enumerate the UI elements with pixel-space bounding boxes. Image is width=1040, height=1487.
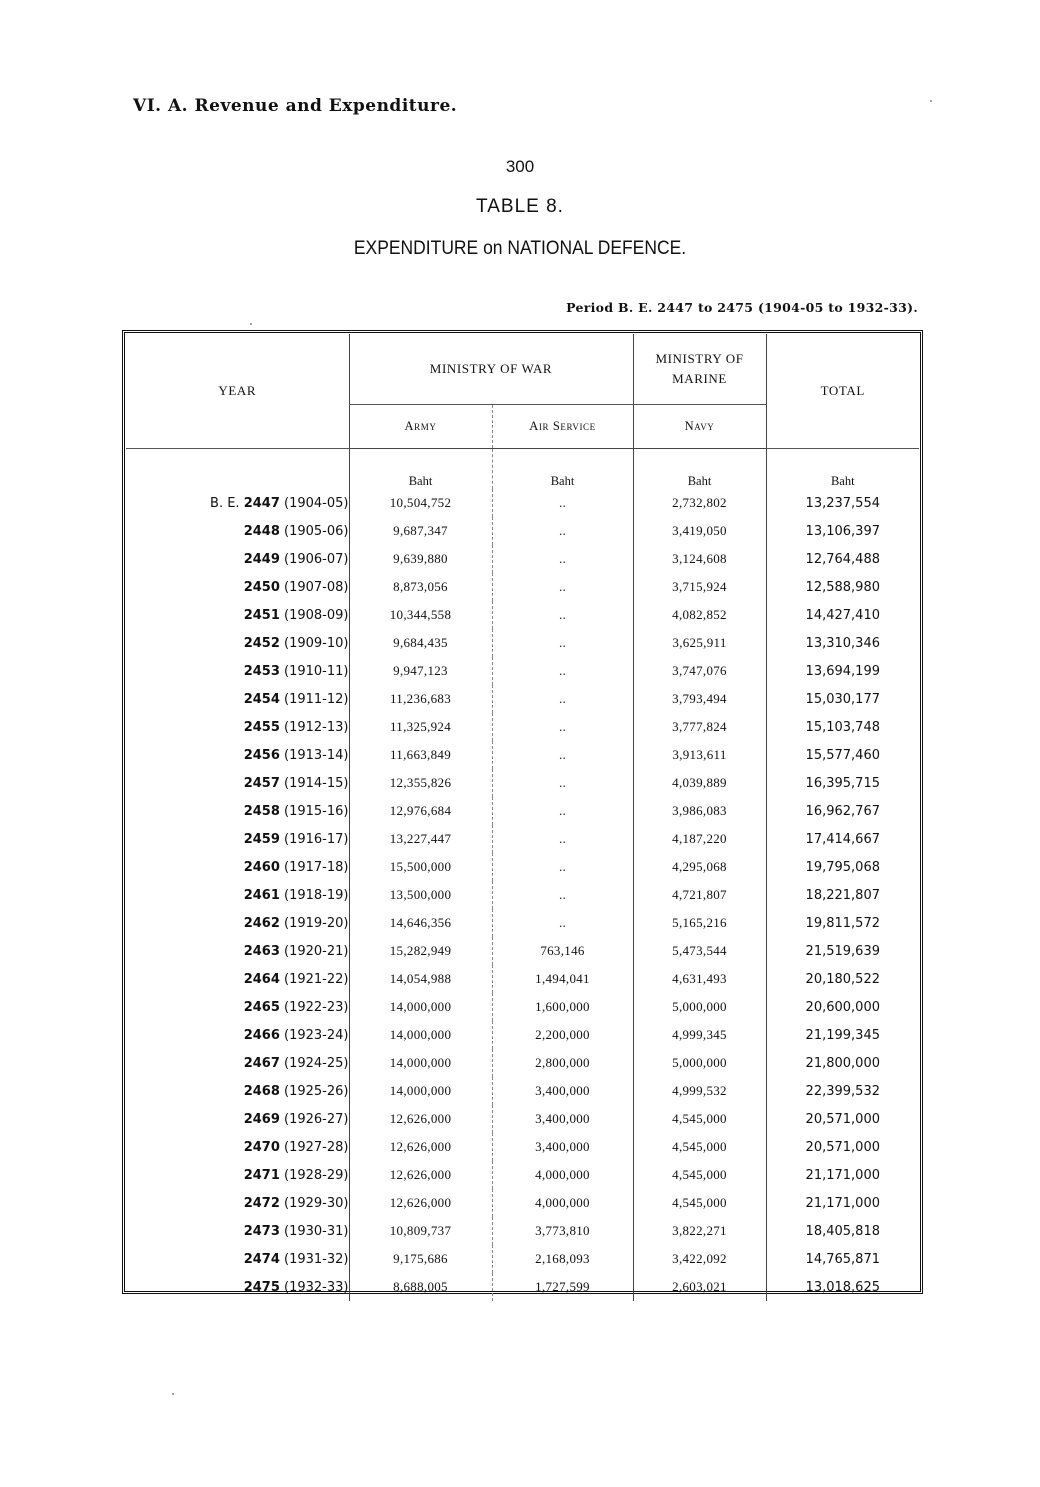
table-row — [126, 881, 919, 909]
christian-era-year: (1919-20) — [284, 915, 349, 931]
table-row — [126, 1189, 919, 1217]
unit-row — [126, 449, 919, 490]
table-row — [126, 993, 919, 1021]
air-service-cell: .. — [492, 909, 633, 937]
year-cell — [126, 1049, 349, 1077]
christian-era-year: (1931-32) — [284, 1251, 349, 1267]
army-cell: 8,688,005 — [349, 1273, 492, 1301]
buddhist-era-year: 2457 — [243, 775, 280, 791]
year-cell — [126, 657, 349, 685]
army-cell: 9,175,686 — [349, 1245, 492, 1273]
year-cell — [126, 741, 349, 769]
year-cell — [126, 825, 349, 853]
air-service-cell: 3,400,000 — [492, 1133, 633, 1161]
total-cell: 18,405,818 — [766, 1217, 919, 1245]
air-service-cell: .. — [492, 657, 633, 685]
navy-cell: 3,422,092 — [633, 1245, 766, 1273]
buddhist-era-year: 2456 — [243, 747, 280, 763]
navy-cell: 5,000,000 — [633, 993, 766, 1021]
table-row — [126, 909, 919, 937]
army-cell: 10,504,752 — [349, 489, 492, 517]
speck — [250, 323, 252, 325]
year-cell — [126, 545, 349, 573]
navy-cell: 2,603,021 — [633, 1273, 766, 1301]
total-cell: 14,765,871 — [766, 1245, 919, 1273]
total-cell: 15,577,460 — [766, 741, 919, 769]
christian-era-year: (1921-22) — [284, 971, 349, 987]
navy-cell: 3,419,050 — [633, 517, 766, 545]
air-service-cell: .. — [492, 601, 633, 629]
navy-cell: 4,999,532 — [633, 1077, 766, 1105]
total-cell: 21,171,000 — [766, 1161, 919, 1189]
air-service-cell: .. — [492, 713, 633, 741]
total-cell: 21,171,000 — [766, 1189, 919, 1217]
total-cell: 13,237,554 — [766, 489, 919, 517]
air-service-cell: 2,800,000 — [492, 1049, 633, 1077]
army-cell: 14,000,000 — [349, 1049, 492, 1077]
air-service-cell: 4,000,000 — [492, 1189, 633, 1217]
total-cell: 12,764,488 — [766, 545, 919, 573]
air-service-cell: 1,600,000 — [492, 993, 633, 1021]
air-service-cell: .. — [492, 629, 633, 657]
air-service-cell: .. — [492, 545, 633, 573]
period-caption: Period B. E. 2447 to 2475 (1904-05 to 1932-33). — [566, 300, 918, 315]
header-year: YEAR — [126, 334, 349, 449]
total-cell: 15,103,748 — [766, 713, 919, 741]
total-cell: 20,600,000 — [766, 993, 919, 1021]
table-row — [126, 601, 919, 629]
year-cell — [126, 881, 349, 909]
air-service-cell: 1,727,599 — [492, 1273, 633, 1301]
header-air-service: Air Service — [492, 405, 633, 449]
header-army: Army — [349, 405, 492, 449]
total-cell: 16,962,767 — [766, 797, 919, 825]
army-cell: 11,236,683 — [349, 685, 492, 713]
year-cell — [126, 1189, 349, 1217]
army-cell: 9,687,347 — [349, 517, 492, 545]
army-cell: 12,626,000 — [349, 1133, 492, 1161]
section-heading: VI. A. Revenue and Expenditure. — [133, 96, 458, 116]
navy-cell: 4,545,000 — [633, 1133, 766, 1161]
navy-cell: 4,295,068 — [633, 853, 766, 881]
army-cell: 14,000,000 — [349, 1021, 492, 1049]
navy-cell: 4,545,000 — [633, 1105, 766, 1133]
year-prefix: B. E. — [210, 495, 244, 511]
buddhist-era-year: 2460 — [243, 859, 280, 875]
year-cell — [126, 1245, 349, 1273]
christian-era-year: (1932-33) — [284, 1279, 349, 1295]
christian-era-year: (1924-25) — [284, 1055, 349, 1071]
total-cell: 13,310,346 — [766, 629, 919, 657]
year-cell — [126, 713, 349, 741]
total-cell: 20,571,000 — [766, 1105, 919, 1133]
table-body — [126, 449, 919, 1302]
total-cell: 16,395,715 — [766, 769, 919, 797]
table-row — [126, 741, 919, 769]
buddhist-era-year: 2462 — [243, 915, 280, 931]
header-total: TOTAL — [766, 334, 919, 449]
total-cell: 21,199,345 — [766, 1021, 919, 1049]
table-row — [126, 853, 919, 881]
christian-era-year: (1930-31) — [284, 1223, 349, 1239]
total-cell: 17,414,667 — [766, 825, 919, 853]
buddhist-era-year: 2472 — [243, 1195, 280, 1211]
table-row — [126, 685, 919, 713]
navy-cell: 3,747,076 — [633, 657, 766, 685]
year-cell — [126, 685, 349, 713]
christian-era-year: (1929-30) — [284, 1195, 349, 1211]
christian-era-year: (1909-10) — [284, 635, 349, 651]
total-cell: 19,811,572 — [766, 909, 919, 937]
total-cell: 21,519,639 — [766, 937, 919, 965]
army-cell: 15,500,000 — [349, 853, 492, 881]
army-cell: 12,976,684 — [349, 797, 492, 825]
total-cell: 15,030,177 — [766, 685, 919, 713]
army-cell: 10,809,737 — [349, 1217, 492, 1245]
buddhist-era-year: 2475 — [243, 1279, 280, 1295]
table-row — [126, 797, 919, 825]
total-cell: 19,795,068 — [766, 853, 919, 881]
air-service-cell: 4,000,000 — [492, 1161, 633, 1189]
army-cell: 14,000,000 — [349, 993, 492, 1021]
christian-era-year: (1908-09) — [284, 607, 349, 623]
army-cell: 13,227,447 — [349, 825, 492, 853]
christian-era-year: (1915-16) — [284, 803, 349, 819]
air-service-cell: .. — [492, 489, 633, 517]
total-cell: 21,800,000 — [766, 1049, 919, 1077]
year-cell — [126, 1161, 349, 1189]
army-cell: 14,054,988 — [349, 965, 492, 993]
table-row — [126, 1133, 919, 1161]
buddhist-era-year: 2458 — [243, 803, 280, 819]
total-cell: 20,180,522 — [766, 965, 919, 993]
army-cell: 10,344,558 — [349, 601, 492, 629]
buddhist-era-year: 2459 — [243, 831, 280, 847]
buddhist-era-year: 2461 — [243, 887, 280, 903]
christian-era-year: (1913-14) — [284, 747, 349, 763]
christian-era-year: (1907-08) — [284, 579, 349, 595]
total-cell: 20,571,000 — [766, 1133, 919, 1161]
air-service-cell: .. — [492, 741, 633, 769]
christian-era-year: (1926-27) — [284, 1111, 349, 1127]
total-cell: 13,106,397 — [766, 517, 919, 545]
air-service-cell: .. — [492, 853, 633, 881]
year-cell — [126, 797, 349, 825]
buddhist-era-year: 2447 — [243, 495, 280, 511]
army-cell: 12,626,000 — [349, 1161, 492, 1189]
air-service-cell: .. — [492, 797, 633, 825]
navy-cell: 3,625,911 — [633, 629, 766, 657]
air-service-cell: .. — [492, 825, 633, 853]
navy-cell: 3,777,824 — [633, 713, 766, 741]
army-cell: 9,684,435 — [349, 629, 492, 657]
navy-cell: 4,999,345 — [633, 1021, 766, 1049]
table-row — [126, 769, 919, 797]
air-service-cell: 3,773,810 — [492, 1217, 633, 1245]
air-service-cell: .. — [492, 769, 633, 797]
year-cell — [126, 573, 349, 601]
table-row — [126, 937, 919, 965]
christian-era-year: (1906-07) — [284, 551, 349, 567]
table-row — [126, 489, 919, 517]
navy-cell: 3,913,611 — [633, 741, 766, 769]
buddhist-era-year: 2450 — [243, 579, 280, 595]
page-number: 300 — [505, 157, 535, 176]
navy-cell: 5,473,544 — [633, 937, 766, 965]
air-service-cell: .. — [492, 517, 633, 545]
army-cell: 8,873,056 — [349, 573, 492, 601]
total-cell: 13,694,199 — [766, 657, 919, 685]
year-cell — [126, 489, 349, 517]
christian-era-year: (1923-24) — [284, 1027, 349, 1043]
speck — [930, 100, 932, 102]
navy-cell: 3,715,924 — [633, 573, 766, 601]
army-cell: 9,639,880 — [349, 545, 492, 573]
air-service-cell: 2,168,093 — [492, 1245, 633, 1273]
table-row — [126, 1245, 919, 1273]
header-ministry-of-marine: MINISTRY OF MARINE — [633, 334, 766, 405]
air-service-cell: .. — [492, 685, 633, 713]
navy-cell: 4,039,889 — [633, 769, 766, 797]
christian-era-year: (1920-21) — [284, 943, 349, 959]
buddhist-era-year: 2468 — [243, 1083, 280, 1099]
army-cell: 14,646,356 — [349, 909, 492, 937]
army-cell: 12,355,826 — [349, 769, 492, 797]
year-cell — [126, 1021, 349, 1049]
navy-cell: 4,631,493 — [633, 965, 766, 993]
army-cell: 13,500,000 — [349, 881, 492, 909]
table-row — [126, 825, 919, 853]
buddhist-era-year: 2463 — [243, 943, 280, 959]
table-row — [126, 1217, 919, 1245]
air-service-cell: .. — [492, 881, 633, 909]
buddhist-era-year: 2448 — [243, 523, 280, 539]
year-cell — [126, 937, 349, 965]
unit-label: Baht — [766, 449, 919, 490]
buddhist-era-year: 2454 — [243, 691, 280, 707]
navy-cell: 4,721,807 — [633, 881, 766, 909]
air-service-cell: 3,400,000 — [492, 1077, 633, 1105]
buddhist-era-year: 2449 — [243, 551, 280, 567]
table-row — [126, 517, 919, 545]
christian-era-year: (1912-13) — [284, 719, 349, 735]
air-service-cell: .. — [492, 573, 633, 601]
year-cell — [126, 965, 349, 993]
christian-era-year: (1911-12) — [284, 691, 349, 707]
navy-cell: 3,793,494 — [633, 685, 766, 713]
year-cell — [126, 517, 349, 545]
year-cell — [126, 1273, 349, 1301]
table-row — [126, 657, 919, 685]
army-cell: 12,626,000 — [349, 1105, 492, 1133]
year-cell — [126, 629, 349, 657]
buddhist-era-year: 2469 — [243, 1111, 280, 1127]
buddhist-era-year: 2474 — [243, 1251, 280, 1267]
speck — [172, 1393, 174, 1395]
christian-era-year: (1905-06) — [284, 523, 349, 539]
unit-label: Baht — [349, 449, 492, 490]
unit-label: Baht — [633, 449, 766, 490]
total-cell: 14,427,410 — [766, 601, 919, 629]
table-row — [126, 1077, 919, 1105]
navy-cell: 4,187,220 — [633, 825, 766, 853]
army-cell: 14,000,000 — [349, 1077, 492, 1105]
army-cell: 11,663,849 — [349, 741, 492, 769]
christian-era-year: (1922-23) — [284, 999, 349, 1015]
table-title: EXPENDITURE on NATIONAL DEFENCE. — [353, 238, 687, 259]
navy-cell: 3,124,608 — [633, 545, 766, 573]
air-service-cell: 763,146 — [492, 937, 633, 965]
christian-era-year: (1904-05) — [284, 495, 349, 511]
navy-cell: 4,545,000 — [633, 1161, 766, 1189]
navy-cell: 5,000,000 — [633, 1049, 766, 1077]
air-service-cell: 2,200,000 — [492, 1021, 633, 1049]
navy-cell: 5,165,216 — [633, 909, 766, 937]
buddhist-era-year: 2470 — [243, 1139, 280, 1155]
christian-era-year: (1916-17) — [284, 831, 349, 847]
year-cell — [126, 1217, 349, 1245]
buddhist-era-year: 2452 — [243, 635, 280, 651]
air-service-cell: 3,400,000 — [492, 1105, 633, 1133]
table-row — [126, 573, 919, 601]
navy-cell: 2,732,802 — [633, 489, 766, 517]
navy-cell: 4,082,852 — [633, 601, 766, 629]
table-row — [126, 713, 919, 741]
table-row — [126, 545, 919, 573]
christian-era-year: (1918-19) — [284, 887, 349, 903]
navy-cell: 3,986,083 — [633, 797, 766, 825]
buddhist-era-year: 2464 — [243, 971, 280, 987]
table-number: TABLE 8. — [476, 196, 564, 217]
table-row — [126, 1161, 919, 1189]
army-cell: 9,947,123 — [349, 657, 492, 685]
buddhist-era-year: 2451 — [243, 607, 280, 623]
christian-era-year: (1910-11) — [284, 663, 349, 679]
total-cell: 13,018,625 — [766, 1273, 919, 1301]
year-cell — [126, 909, 349, 937]
year-cell — [126, 769, 349, 797]
header-navy: Navy — [633, 405, 766, 449]
buddhist-era-year: 2471 — [243, 1167, 280, 1183]
year-cell — [126, 601, 349, 629]
header-ministry-of-war: MINISTRY OF WAR — [349, 334, 633, 405]
christian-era-year: (1914-15) — [284, 775, 349, 791]
air-service-cell: 1,494,041 — [492, 965, 633, 993]
table-row — [126, 629, 919, 657]
expenditure-table — [126, 334, 919, 1301]
christian-era-year: (1925-26) — [284, 1083, 349, 1099]
total-cell: 22,399,532 — [766, 1077, 919, 1105]
christian-era-year: (1928-29) — [284, 1167, 349, 1183]
buddhist-era-year: 2453 — [243, 663, 280, 679]
table-row — [126, 1049, 919, 1077]
table-row — [126, 1273, 919, 1301]
army-cell: 11,325,924 — [349, 713, 492, 741]
christian-era-year: (1927-28) — [284, 1139, 349, 1155]
buddhist-era-year: 2455 — [243, 719, 280, 735]
unit-label: Baht — [492, 449, 633, 490]
table-row — [126, 965, 919, 993]
total-cell: 18,221,807 — [766, 881, 919, 909]
navy-cell: 4,545,000 — [633, 1189, 766, 1217]
army-cell: 15,282,949 — [349, 937, 492, 965]
buddhist-era-year: 2466 — [243, 1027, 280, 1043]
year-cell — [126, 1077, 349, 1105]
buddhist-era-year: 2467 — [243, 1055, 280, 1071]
total-cell: 12,588,980 — [766, 573, 919, 601]
year-cell — [126, 853, 349, 881]
army-cell: 12,626,000 — [349, 1189, 492, 1217]
year-cell — [126, 1133, 349, 1161]
table-row — [126, 1021, 919, 1049]
christian-era-year: (1917-18) — [284, 859, 349, 875]
buddhist-era-year: 2473 — [243, 1223, 280, 1239]
buddhist-era-year: 2465 — [243, 999, 280, 1015]
year-cell — [126, 993, 349, 1021]
year-cell — [126, 1105, 349, 1133]
table-row — [126, 1105, 919, 1133]
navy-cell: 3,822,271 — [633, 1217, 766, 1245]
